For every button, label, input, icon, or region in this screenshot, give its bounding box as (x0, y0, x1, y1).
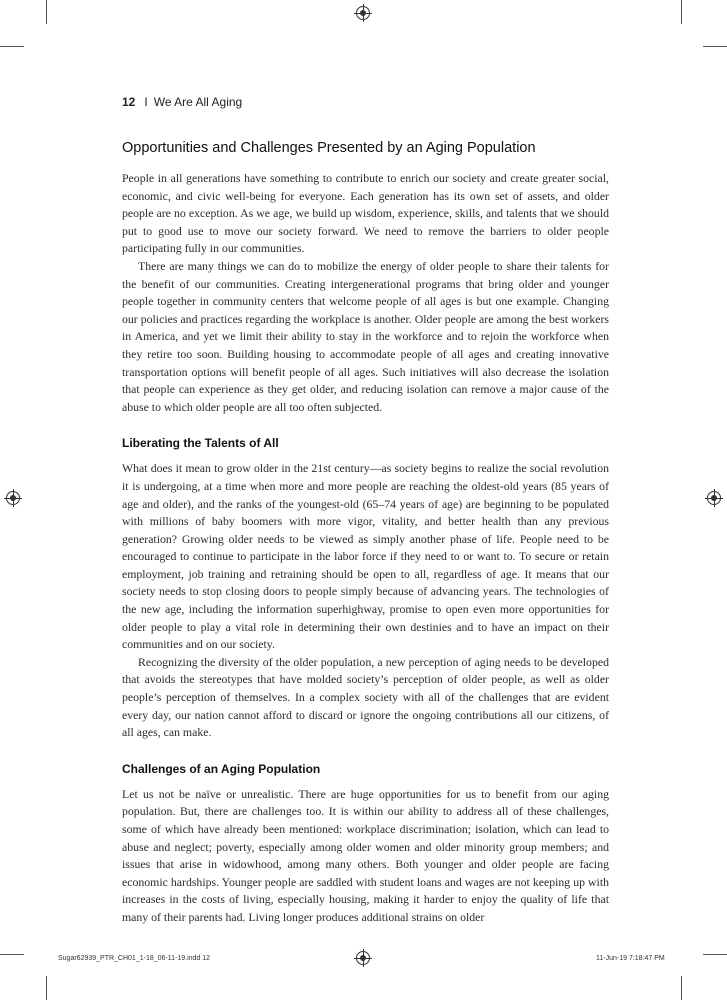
crop-mark-left-top (0, 46, 24, 47)
book-title: We Are All Aging (153, 95, 243, 109)
slug-file-info: Sugar62939_PTR_CH01_1-18_06-11-19.indd 12 (58, 955, 211, 962)
registration-mark-bottom-icon (356, 951, 370, 965)
crop-mark-right-top (703, 46, 727, 47)
crop-mark-bottom-right (681, 976, 682, 1000)
crop-mark-top-right (681, 0, 682, 24)
liberating-paragraph-2: Recognizing the diversity of the older population, a new perception of aging needs to be developed that avoids the stereotypes that have molded society’s perception of older people, as well as older people’s perception of themselves. In a complex society with all of the challenges that are evident every day, our nation cannot afford to discard or ignore the ongoing contributions all our citizens, of all ages, can make. (122, 654, 609, 740)
crop-mark-top-left (46, 0, 47, 24)
slug-timestamp: 11-Jun-19 7:18:47 PM (596, 955, 665, 962)
crop-mark-right-bottom (703, 954, 727, 955)
challenges-paragraph-1: Let us not be naïve or unrealistic. There are huge opportunities for us to benefit from our aging population. But, there are challenges too. It is within our ability to address all of these challenges, some of which have already been mentioned: workplace discrimination; isolation, which can lead to abuse and neglect; poverty, especially among older women and older minority group members; and issues that arise in widowhood, among many others. Both younger and older people are facing economic hardships. Younger people are saddled with student loans and wages are not keeping up with increases in the costs of living, especially housing, making it harder to enjoy the quality of life that many of their parents had. Living longer produces additional strains on older (122, 786, 609, 924)
liberating-paragraph-1: What does it mean to grow older in the 21st century—as society begins to realize the social revolution it is undergoing, at a time when more and more people are reaching the oldest-old years (85 years of age and older), and the ranks of the youngest-old (65–74 years of age) are beginning to be populated with millions of baby boomers with more vigor, vitality, and better health than any previous generation? Growing older needs to be viewed as simply another phase of life. People need to be encouraged to continue to participate in the labor force if they need to or want to. To secure or retain employment, job training and retraining should be open to all, regardless of age. It means that our society needs to stop closing doors to people simply because of advancing years. The technologies of the new age, including the information superhighway, promise to open even more opportunities for older people to play a vital role in determining their own destinies and to have an impact on their communities and on our society. (122, 461, 609, 652)
section-paragraph-1: People in all generations have something to contribute to enrich our society and create greater social, economic, and civic well-being for everyone. Each generation has its own set of assets, and older people are no exception. As we age, we build up wisdom, experience, skills, and talents that we should put to good use to move our society forward. We need to remove the barriers to older people participating fully in our communities. (122, 171, 609, 256)
page-number: 12 (122, 95, 136, 109)
crop-mark-bottom-left (46, 976, 47, 1000)
registration-mark-top-icon (356, 6, 370, 20)
subsection-title-liberating: Liberating the Talents of All (122, 436, 279, 451)
header-separator: I (144, 95, 148, 109)
registration-mark-right-icon (707, 491, 721, 505)
section-title: Opportunities and Challenges Presented by an Aging Population (122, 140, 536, 156)
section-paragraph-2: There are many things we can do to mobilize the energy of older people to share their talents for the benefit of our communities. Creating intergenerational programs that bring older and younger people together in community centers that welcome people of all ages is but one example. Changing our policies and practices regarding the workplace is another. Older people are among the best workers in America, and yet we limit their ability to stay in the workforce and to rejoin the workforce when they retire too soon. Building housing to accommodate people of all ages and creating innovative transportation options will benefit people of all ages. Such initiatives will also decrease the isolation that people can experience as they get older, and reducing isolation can remove a major cause of the abuse to which older people are all too often subjected. (122, 258, 609, 414)
running-header (122, 95, 242, 109)
subsection-title-challenges: Challenges of an Aging Population (122, 761, 321, 776)
page-body (122, 140, 609, 927)
registration-mark-left-icon (6, 491, 20, 505)
crop-mark-left-bottom (0, 954, 24, 955)
